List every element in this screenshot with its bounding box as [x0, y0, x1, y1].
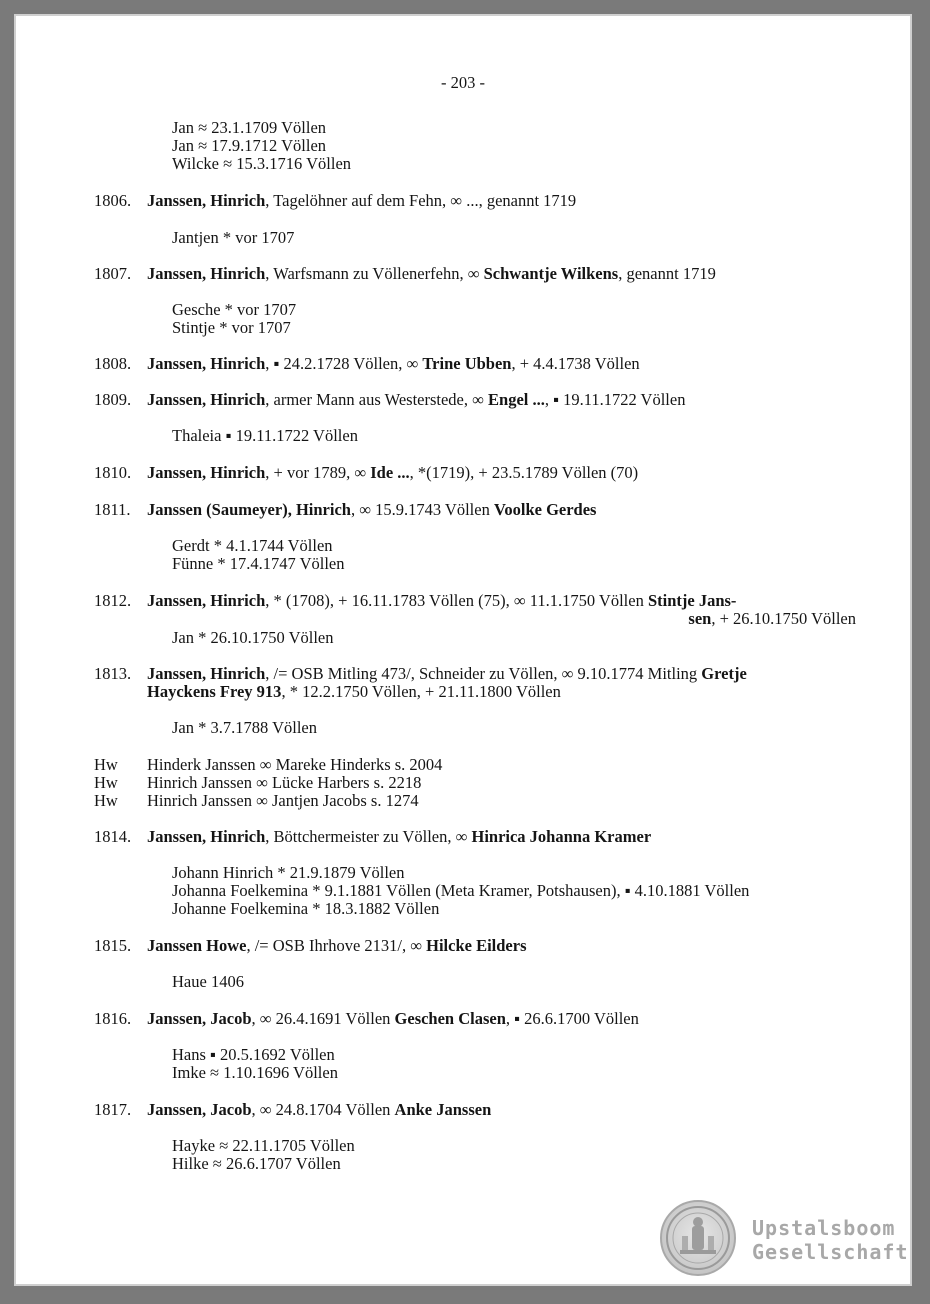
- child-line: Thaleia ▪ 19.11.1722 Völlen: [172, 426, 358, 445]
- entry-1812: [147, 592, 736, 611]
- child-line: Jan ≈ 23.1.1709 Völlen: [172, 118, 327, 137]
- person-name: Janssen, Jacob: [147, 1009, 252, 1028]
- entry-1806: [147, 192, 576, 211]
- entry-details: , * (1708), + 16.11.1783 Völlen (75), ∞ 11.1.1750 Völlen: [265, 591, 648, 610]
- child-line: Hayke ≈ 22.11.1705 Völlen: [172, 1136, 355, 1155]
- child-line: Johanne Foelkemina * 18.3.1882 Völlen: [172, 899, 440, 918]
- person-name: Janssen, Hinrich: [147, 354, 266, 373]
- entry-1813: [147, 665, 747, 684]
- document-page: [14, 14, 912, 1286]
- child-line: Stintje * vor 1707: [172, 318, 291, 337]
- entry-number: 1811.: [94, 500, 131, 519]
- entry-number: 1808.: [94, 354, 132, 373]
- child-line: Hilke ≈ 26.6.1707 Völlen: [172, 1154, 341, 1173]
- child-line: Gesche * vor 1707: [172, 300, 297, 319]
- entry-number: 1809.: [94, 390, 132, 409]
- child-line: Fünne * 17.4.1747 Völlen: [172, 554, 345, 573]
- spouse-name: Ide ...: [370, 463, 410, 482]
- entry-1817: [147, 1101, 491, 1120]
- child-line: Johann Hinrich * 21.9.1879 Völlen: [172, 863, 405, 882]
- entry-details: , + 26.10.1750 Völlen: [711, 609, 856, 628]
- child-line: Wilcke ≈ 15.3.1716 Völlen: [172, 154, 352, 173]
- entry-details: , Warfsmann zu Völlenerfehn, ∞: [265, 264, 484, 283]
- entry-details: , /= OSB Mitling 473/, Schneider zu Völlen, ∞ 9.10.1774 Mitling: [265, 664, 702, 683]
- spouse-name-cont: sen: [688, 609, 712, 628]
- hw-tag: Hw: [94, 791, 118, 810]
- child-line: Jan ≈ 17.9.1712 Völlen: [172, 136, 327, 155]
- spouse-name: Gretje: [701, 664, 747, 683]
- watermark-text: [752, 1216, 909, 1264]
- entry-number: 1814.: [94, 827, 132, 846]
- page-content: [14, 14, 912, 1194]
- entry-details: , *(1719), + 23.5.1789 Völlen (70): [409, 463, 639, 482]
- society-seal-icon: [660, 1200, 736, 1276]
- entry-number: 1807.: [94, 264, 132, 283]
- entry-number: 1816.: [94, 1009, 132, 1028]
- child-line: Jantjen * vor 1707: [172, 228, 295, 247]
- entry-number: 1810.: [94, 463, 132, 482]
- entry-1814: [147, 828, 651, 847]
- person-name: Janssen, Hinrich: [147, 664, 266, 683]
- entry-details: , ▪ 24.2.1728 Völlen, ∞: [265, 354, 423, 373]
- entry-details: , ▪ 26.6.1700 Völlen: [505, 1009, 639, 1028]
- watermark-line-1: Upstalsboom: [752, 1216, 896, 1240]
- entry-details: , + vor 1789, ∞: [265, 463, 371, 482]
- entry-1816: [147, 1010, 639, 1029]
- entry-1813-continued: [147, 683, 561, 702]
- hw-line: Hinderk Janssen ∞ Mareke Hinderks s. 2004: [147, 755, 443, 774]
- entry-details: , armer Mann aus Westerstede, ∞: [265, 390, 489, 409]
- entry-number: 1806.: [94, 191, 132, 210]
- hw-tag: Hw: [94, 773, 118, 792]
- person-name: Janssen, Hinrich: [147, 390, 266, 409]
- person-name: Janssen, Hinrich: [147, 264, 266, 283]
- child-line: Haue 1406: [172, 972, 244, 991]
- entry-number: 1815.: [94, 936, 132, 955]
- spouse-name: Trine Ubben: [422, 354, 512, 373]
- person-name: Janssen, Hinrich: [147, 191, 266, 210]
- child-line: Jan * 3.7.1788 Völlen: [172, 718, 317, 737]
- spouse-name-cont: Hayckens Frey 913: [147, 682, 282, 701]
- child-line: Hans ▪ 20.5.1692 Völlen: [172, 1045, 335, 1064]
- entry-1815: [147, 937, 527, 956]
- person-name: Janssen, Hinrich: [147, 463, 266, 482]
- entry-details: , + 4.4.1738 Völlen: [511, 354, 640, 373]
- entry-details: , genannt 1719: [618, 264, 716, 283]
- person-name: Janssen, Jacob: [147, 1100, 252, 1119]
- entry-details: , * 12.2.1750 Völlen, + 21.11.1800 Völlen: [281, 682, 561, 701]
- entry-number: 1813.: [94, 664, 132, 683]
- entry-1807: [147, 265, 716, 284]
- spouse-name: Geschen Clasen: [394, 1009, 506, 1028]
- entry-details: , Böttchermeister zu Völlen, ∞: [265, 827, 472, 846]
- spouse-name: Engel ...: [488, 390, 545, 409]
- hw-tag: Hw: [94, 755, 118, 774]
- entry-1808: [147, 355, 640, 374]
- entry-details: , ∞ 24.8.1704 Völlen: [251, 1100, 395, 1119]
- child-line: Johanna Foelkemina * 9.1.1881 Völlen (Meta Kramer, Potshausen), ▪ 4.10.1881 Völlen: [172, 881, 750, 900]
- spouse-name: Hilcke Eilders: [426, 936, 527, 955]
- entry-number: 1817.: [94, 1100, 132, 1119]
- person-name: Janssen Howe: [147, 936, 247, 955]
- child-line: Jan * 26.10.1750 Völlen: [172, 628, 334, 647]
- entry-details: , /= OSB Ihrhove 2131/, ∞: [246, 936, 427, 955]
- spouse-name: Anke Janssen: [394, 1100, 492, 1119]
- entry-1809: [147, 391, 685, 410]
- entry-details: , Tagelöhner auf dem Fehn, ∞ ..., genannt 1719: [265, 191, 577, 210]
- spouse-name: Hinrica Johanna Kramer: [471, 827, 652, 846]
- entry-1812-continued: [688, 610, 856, 629]
- entry-details: , ∞ 15.9.1743 Völlen: [350, 500, 494, 519]
- watermark-line-2: Gesellschaft: [752, 1240, 909, 1264]
- page-number: - 203 -: [441, 73, 485, 92]
- hw-line: Hinrich Janssen ∞ Lücke Harbers s. 2218: [147, 773, 422, 792]
- entry-details: , ∞ 26.4.1691 Völlen: [251, 1009, 395, 1028]
- hw-line: Hinrich Janssen ∞ Jantjen Jacobs s. 1274: [147, 791, 419, 810]
- entry-details: , ▪ 19.11.1722 Völlen: [544, 390, 686, 409]
- entry-1811: [147, 501, 596, 520]
- child-line: Imke ≈ 1.10.1696 Völlen: [172, 1063, 338, 1082]
- child-line: Gerdt * 4.1.1744 Völlen: [172, 536, 333, 555]
- person-name: Janssen (Saumeyer), Hinrich: [147, 500, 351, 519]
- person-name: Janssen, Hinrich: [147, 827, 266, 846]
- spouse-name: Schwantje Wilkens: [483, 264, 619, 283]
- spouse-name: Stintje Jans-: [647, 591, 737, 610]
- spouse-name: Voolke Gerdes: [493, 500, 597, 519]
- entry-1810: [147, 464, 638, 483]
- entry-number: 1812.: [94, 591, 132, 610]
- person-name: Janssen, Hinrich: [147, 591, 266, 610]
